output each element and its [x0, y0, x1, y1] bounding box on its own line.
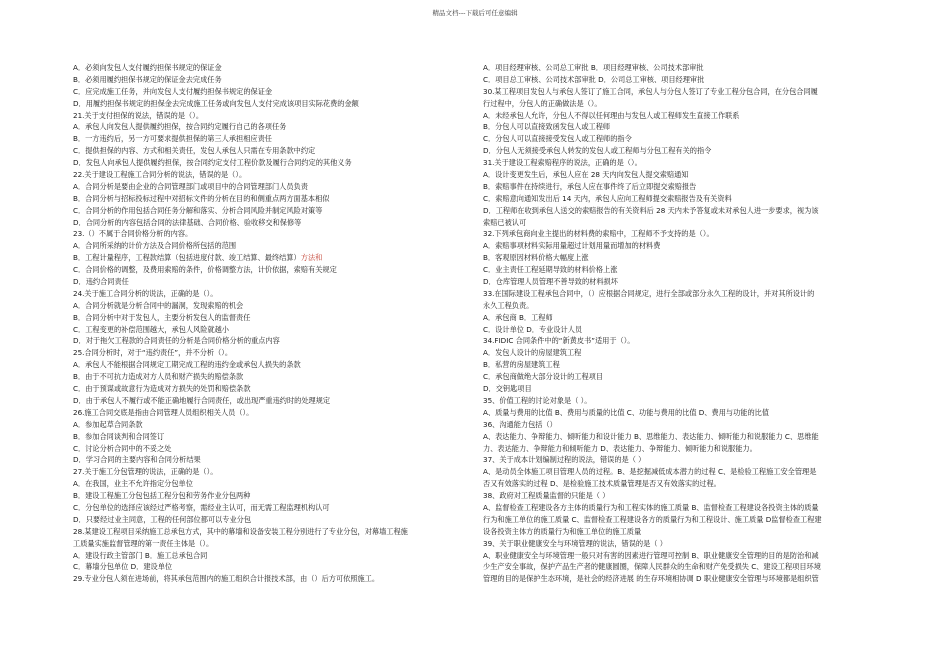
right-line: [483, 359, 883, 371]
right-line: [483, 407, 883, 419]
left-line-text: 29.专业分包人须在进场前，将其承包范围内的施工组织合计报技术部，由（）后方可依照施工。: [73, 574, 380, 584]
left-line-text: 21.关于支付担保的说法，错误的是（）。: [73, 110, 204, 120]
left-line: [73, 240, 473, 252]
left-line: [73, 490, 473, 502]
left-line-text: A．参加起草合同条款: [73, 419, 143, 429]
left-line: [73, 561, 473, 573]
right-line: [483, 478, 883, 490]
left-line: [73, 514, 473, 526]
right-line: [483, 252, 883, 264]
right-line: [483, 526, 883, 538]
left-line: [73, 300, 473, 312]
left-line-text: A．承包人不能根据合同规定工期完成工程的违约金或承包人损失的条款: [73, 360, 301, 370]
right-line: [483, 383, 883, 395]
left-line: [73, 110, 473, 122]
left-line: [73, 181, 473, 193]
right-line-text: C．项目总工审核、公司技术部审批 D．公司总工审核、项目经理审批: [483, 74, 705, 84]
right-line: [483, 419, 883, 431]
right-line-text: 33.在国际建设工程承包合同中，（）应根据合同规定，进行全部或部分永久工程的设计，并对其所设计的: [483, 288, 815, 298]
left-line-text: D．发包人向承包人提供履约担保，按合同约定支付工程价款及履行合同约定的其他义务: [73, 158, 352, 168]
right-line-text: 30.某工程项目发包人与承包人签订了施工合同，承包人与分包人签订了专业工程分包合同，在分包合同履: [483, 86, 818, 96]
right-line-text: C．设计单位 D．专业设计人员: [483, 324, 583, 334]
right-line-text: B．私营的房屋建筑工程: [483, 360, 560, 370]
right-line: [483, 538, 883, 550]
left-line: [73, 466, 473, 478]
right-line: [483, 312, 883, 324]
left-line: [73, 550, 473, 562]
right-line: [483, 371, 883, 383]
left-line: [73, 526, 473, 538]
left-line: [73, 538, 473, 550]
left-line-text: B．由于不可抗力造成对方人员和财产损失的赔偿条款: [73, 372, 244, 382]
right-line: [483, 264, 883, 276]
right-line-text: 36、沟通能力包括（）: [483, 419, 557, 429]
left-line: [73, 121, 473, 133]
left-line-text: C．提供担保的内容、方式和相关责任，发包人承包人只需在专用条款中约定: [73, 146, 316, 156]
left-line: [73, 359, 473, 371]
highlighted-text: 方法和: [300, 253, 323, 263]
left-line-text: D．合同分析的内容包括合同的法律基础、合同价格、验收移交和保修等: [73, 217, 302, 227]
right-line: [483, 395, 883, 407]
right-line: [483, 300, 883, 312]
left-line-text: 工质量实施监督管理的第一责任主体是（）。: [73, 538, 214, 548]
right-column: [483, 62, 883, 585]
right-line-text: 力、表达能力、争辩能力和倾听能力 D、表达能力、争辩能力、倾听能力和说服能力。: [483, 443, 757, 453]
right-line: [483, 205, 883, 217]
right-line: [483, 157, 883, 169]
left-line: [73, 62, 473, 74]
right-line-text: 永久工程负责。: [483, 300, 534, 310]
left-line-text: 28.某建设工程项目采纳施工总承包方式，其中的幕墙和设备安装工程分别进行了专业分包，对幕墙工程施: [73, 526, 408, 536]
right-line-text: 索赔已被认可: [483, 217, 527, 227]
right-line: [483, 490, 883, 502]
right-line-text: A．设计变更发生后，承包人应在 28 天内向发包人提交索赔通知: [483, 170, 689, 180]
right-line-text: A．发包人设计的房屋建筑工程: [483, 348, 582, 358]
right-line-text: 32.下列承包商向业主提出的材料费的索赔中，工程师不予支持的是（）。: [483, 229, 714, 239]
left-line: [73, 312, 473, 324]
left-line-text: D．违约合同责任: [73, 277, 129, 287]
left-line: [73, 193, 473, 205]
left-line: [73, 383, 473, 395]
left-line-text: D．由于承包人不履行或不能正确地履行合同责任，或出现严重违约时的处理规定: [73, 395, 331, 405]
left-line-text: C．工程变更的补偿范围越大，承包人风险就越小: [73, 324, 229, 334]
left-line-text: 26.施工合同交底是指由合同管理人员组织相关人员（）。: [73, 407, 254, 417]
right-line: [483, 466, 883, 478]
left-line: [73, 252, 473, 264]
left-line-text: 23.（）不属于合同价格分析的内容。: [73, 229, 193, 239]
page-header: 精品文档---下载后可任意编辑: [432, 9, 518, 17]
left-line-text: B．建设工程施工分包包括工程分包和劳务作业分包两种: [73, 491, 251, 501]
right-line: [483, 62, 883, 74]
left-line-text: A．在我国，业主不允许指定分包单位: [73, 479, 193, 489]
left-line-text: D．只要经过业主同意，工程的任何部位都可以专业分包: [73, 514, 252, 524]
right-line-text: B．客观原因材料价格大幅度上涨: [483, 253, 589, 263]
left-line: [73, 205, 473, 217]
right-line: [483, 217, 883, 229]
left-line-text: B．参加合同谈判和合同签订: [73, 431, 165, 441]
left-line: [73, 133, 473, 145]
left-line-text: A．合同分析就是分析合同中的漏洞，发现索赔的机会: [73, 300, 244, 310]
right-line: [483, 431, 883, 443]
left-line: [73, 86, 473, 98]
right-line-text: 少生产安全事故，保护产品生产者的健康圆圈，保障人民群众的生命和财产免受损失 C、建设工程项目环境: [483, 562, 821, 572]
right-line: [483, 193, 883, 205]
right-line: [483, 145, 883, 157]
right-line-text: 否又有效落实的过程 D、是检验施工技术质量管理是否又有效落实的过程。: [483, 479, 721, 489]
right-line: [483, 110, 883, 122]
left-line: [73, 419, 473, 431]
right-line: [483, 454, 883, 466]
left-line-text: C．应完成施工任务，并向发包人支付履约担保书规定的保证金: [73, 86, 273, 96]
left-line: [73, 478, 473, 490]
left-line-text: D．学习合同的主要内容和合同分析结果: [73, 455, 201, 465]
left-line: [73, 454, 473, 466]
left-line: [73, 157, 473, 169]
right-line-text: 设各投资主体方的质量行为和施工单位的施工质量: [483, 526, 642, 536]
left-line-text: 22.关于建设工程施工合同分析的说法，错误的是（）。: [73, 170, 247, 180]
left-line-text: B．合同分析中对于发包人，主要分析发包人的监督责任: [73, 312, 251, 322]
left-line: [73, 98, 473, 110]
right-line: [483, 514, 883, 526]
right-line: [483, 443, 883, 455]
left-line: [73, 217, 473, 229]
right-line: [483, 573, 883, 585]
left-line-text: 24.关于施工合同分析的说法，正确的是（）。: [73, 288, 218, 298]
left-line: [73, 395, 473, 407]
right-line-text: C．分包人可以直接接受发包人或工程师的指令: [483, 134, 632, 144]
left-line: [73, 228, 473, 240]
right-line-text: D．工程师在收到承包人送交的索赔报告的有关资料后 28 天内未予答复或未对承包人进一步要求，视为该: [483, 205, 819, 215]
left-line: [73, 145, 473, 157]
right-line-text: 35、价值工程的讨论对象是（ ）。: [483, 395, 592, 405]
right-line: [483, 181, 883, 193]
right-line-text: A．未经承包人允许，分包人不得以任何理由与发包人或工程师发生直接工作联系: [483, 110, 740, 120]
right-line-text: 管理的目的是保护生态环境，是社会的经济进展 的生存环境相协调 D 职业健康安全管理与环境都是组织管: [483, 574, 819, 584]
right-line: [483, 86, 883, 98]
left-line: [73, 407, 473, 419]
left-line-text: C．分包单位的选择应该经过严格考察，需经业主认可，而无需工程监理机构认可: [73, 502, 330, 512]
left-line-text: C．讨论分析合同中的不妥之处: [73, 443, 172, 453]
right-line-text: A、监督检查工程建设各方主体的质量行为和工程实体的施工质量 B、监督检查工程建设各投资主体的质量: [483, 502, 819, 512]
right-line-text: B．分包人可以直接致函发包人或工程师: [483, 122, 611, 132]
right-line: [483, 121, 883, 133]
right-line-text: B．索赔事件在持续进行，承包人应在事件终了后立即提交索赔报告: [483, 181, 697, 191]
left-line-text: D．对于拖欠工程款的合同责任的分析是合同价格分析的重点内容: [73, 336, 280, 346]
right-line: [483, 133, 883, 145]
left-line: [73, 371, 473, 383]
left-line-text: A．承包人向发包人提供履约担保，按合同约定履行自己的各项任务: [73, 122, 287, 132]
left-line-text: A．建设行政主管部门 B．施工总承包合同: [73, 550, 208, 560]
left-line-text: C．幕墙分包单位 D．建设单位: [73, 562, 173, 572]
left-line: [73, 169, 473, 181]
left-line-text: B．一方违约后，另一方可要求提供担保的第三人承担相应责任: [73, 134, 272, 144]
right-line-text: C．索赔意向通知发出后 14 天内，承包人应向工程师提交索赔报告及有关资料: [483, 193, 732, 203]
left-line: [73, 335, 473, 347]
right-line-text: 37、关于成本计划编制过程的说法，错误的是（ ）: [483, 455, 646, 465]
right-line-text: D．仓库管理人员管理不善导致的材料损坏: [483, 277, 618, 287]
right-line: [483, 98, 883, 110]
right-line-text: 行过程中，分包人的正确做法是（）。: [483, 98, 602, 108]
right-line: [483, 276, 883, 288]
right-line: [483, 169, 883, 181]
right-line: [483, 74, 883, 86]
left-line: [73, 288, 473, 300]
right-line-text: A、表达能力、争辩能力、倾听能力和设计能力 B、思维能力、表达能力、倾听能力和说服能力 C、思维能: [483, 431, 819, 441]
left-line: [73, 502, 473, 514]
right-line-text: A、质量与费用的比值 B、费用与质量的比值 C、功能与费用的比值 D、费用与功能的比值: [483, 407, 770, 417]
right-line-text: A．索赔事项材料实际用量超过计划用量而增加的材料费: [483, 241, 661, 251]
left-line-text: 25.合同分析时，对于“违约责任”，并不分析（）。: [73, 348, 233, 358]
left-line: [73, 276, 473, 288]
right-line-text: 34.FIDIC 合同条件中的“新黄皮书”适用于（）。: [483, 336, 635, 346]
right-line: [483, 288, 883, 300]
right-line-text: A、职业健康安全与环境管理一般只对有害的因素进行管理可控制 B、职业健康安全管理的目的是防治和减: [483, 550, 819, 560]
right-line-text: C．承包商做绝大部分设计的工程项目: [483, 372, 604, 382]
left-line: [73, 573, 473, 585]
left-line-text: C．合同分析的作用包括合同任务分解和落实、分析合同风险并制定风险对策等: [73, 205, 323, 215]
left-line: [73, 264, 473, 276]
right-line-text: A．承包商 B．工程师: [483, 312, 553, 322]
left-line-text: C．合同价格的调整，及费用索赔的条件，价格调整方法，计价依据，索赔有关规定: [73, 265, 337, 275]
right-line: [483, 228, 883, 240]
right-line: [483, 240, 883, 252]
left-line: [73, 443, 473, 455]
right-line-text: C．业主责任工程延期导致的材料价格上涨: [483, 265, 618, 275]
right-line-text: 31.关于建设工程索赔程序的说法，正确的是（）。: [483, 158, 642, 168]
left-line-text: A．必须向发包人支付履约担保书规定的保证金: [73, 63, 222, 72]
left-column: [73, 62, 473, 585]
right-line-text: D．交钥匙项目: [483, 384, 532, 394]
right-line-text: D．分包人无须接受承包人转发的发包人或工程师与分包工程有关的指令: [483, 146, 712, 156]
left-line: [73, 74, 473, 86]
right-line-text: 行为和施工单位的施工质量 C、监督检查工程建设各方的质量行为和工程设计、施工质量 D监督检查工程建: [483, 514, 822, 524]
right-line-text: 38、政府对工程质量监督的只能是（ ）: [483, 491, 610, 501]
left-line-text: A．合同所采纳的计价方法及合同价格所包括的范围: [73, 241, 237, 251]
right-line-text: A、是动员全体施工项目管理人员的过程。B、是挖掘减低成本潜力的过程 C、是检验工程施工安全管理是: [483, 467, 817, 477]
right-line-text: A．项目经理审核、公司总工审批 B．项目经理审核、公司技术部审批: [483, 63, 704, 72]
left-line: [73, 431, 473, 443]
left-line: [73, 324, 473, 336]
right-line: [483, 347, 883, 359]
right-line: [483, 502, 883, 514]
right-line-text: 39、关于职业健康安全与环境管理的说法，错误的是（ ）: [483, 538, 667, 548]
left-line-text: B．合同分析与招标投标过程中对招标文件的分析在目的和侧重点两方面基本相似: [73, 193, 330, 203]
left-line: [73, 347, 473, 359]
left-line-text: 27.关于施工分包管理的说法，正确的是（）。: [73, 467, 218, 477]
left-line-text: C．由于预谋或故意行为造成对方损失的处罚和赔偿条款: [73, 384, 251, 394]
right-line: [483, 335, 883, 347]
left-line-text: B．工程计量程序，工程款结算（包括进度付款、竣工结算、最终结算）: [73, 253, 301, 263]
left-line-text: A．合同分析是要由企业的合同管理部门或项目中的合同管理部门人员负责: [73, 181, 308, 191]
left-line-text: B．必须用履约担保书规定的保证金去完成任务: [73, 74, 222, 84]
right-line: [483, 561, 883, 573]
right-line: [483, 324, 883, 336]
right-line: [483, 550, 883, 562]
left-line-text: D．用履约担保书规定的担保金去完成施工任务或向发包人支付完成该项目实际花费的金额: [73, 98, 359, 108]
